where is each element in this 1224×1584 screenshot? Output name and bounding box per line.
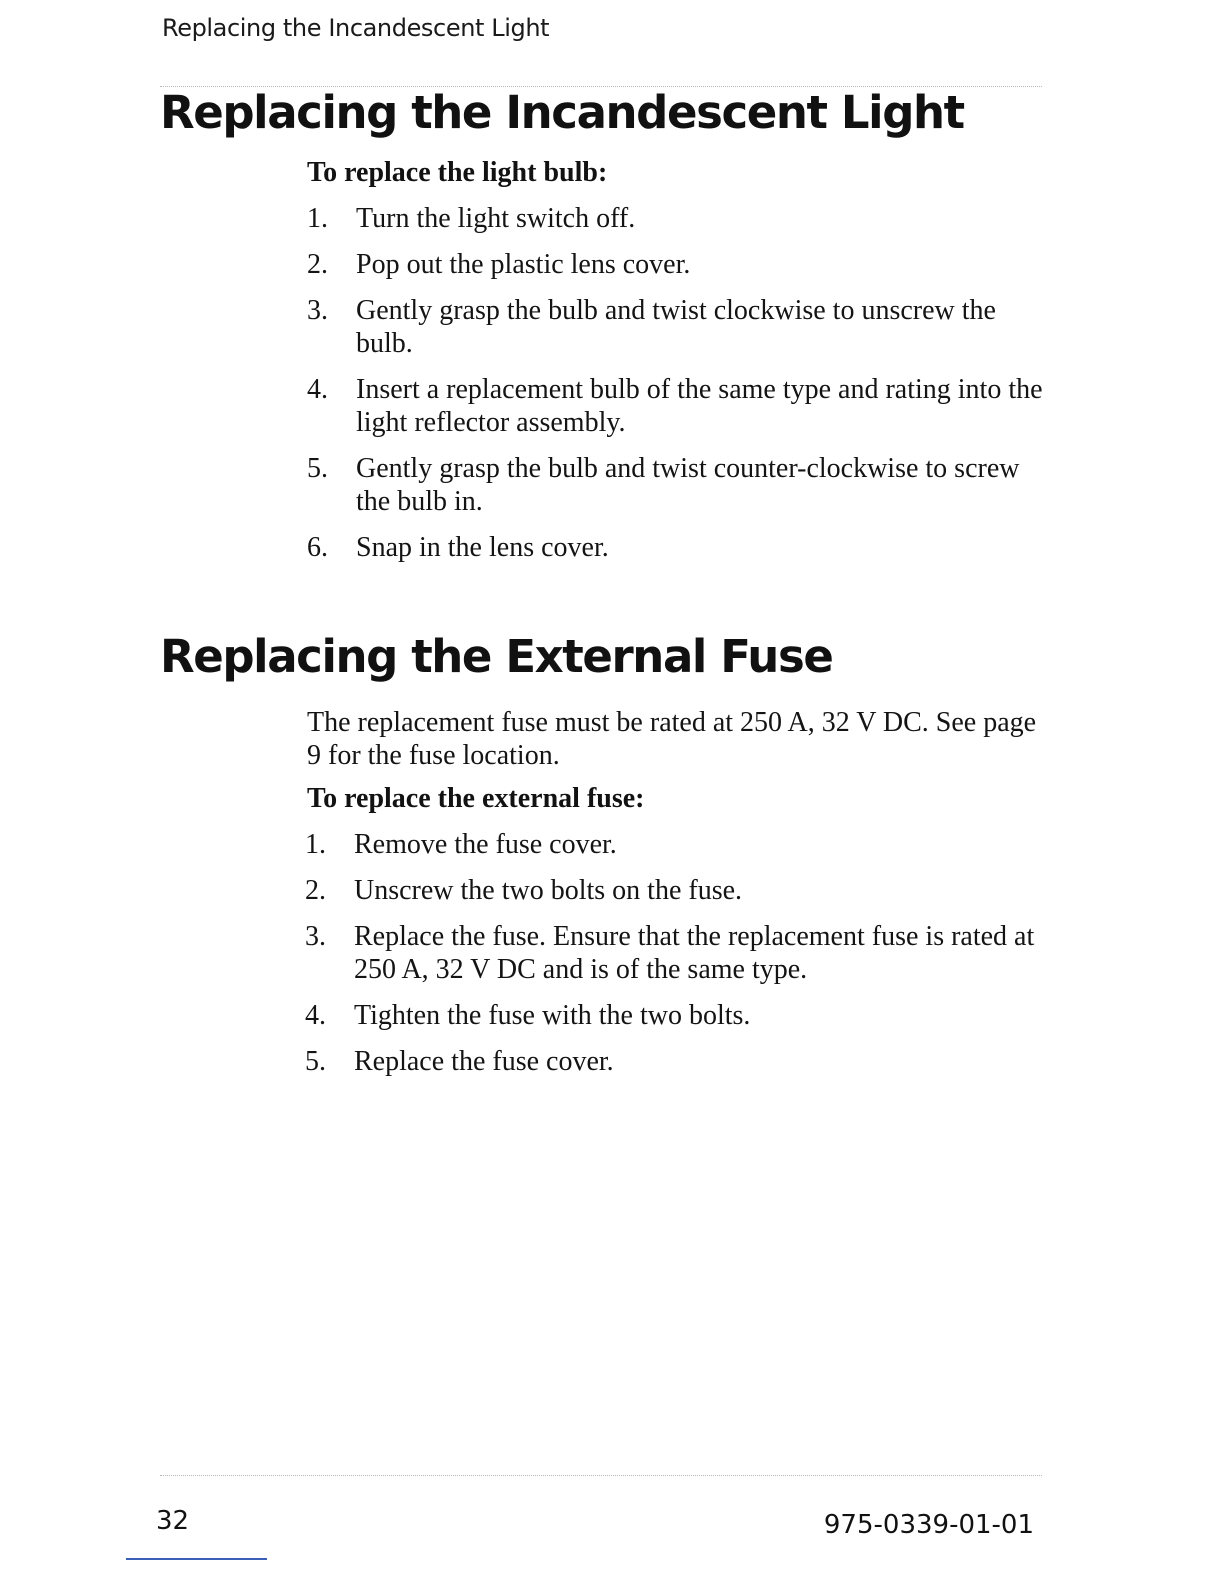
step-number: 2. (307, 249, 328, 280)
step-text: Turn the light switch off. (356, 203, 636, 234)
list-item (307, 373, 1047, 439)
running-header: Replacing the Incandescent Light (162, 14, 550, 42)
step-text: Unscrew the two bolts on the fuse. (354, 875, 743, 906)
external-fuse-steps (305, 828, 1045, 1091)
step-text: Tighten the fuse with the two bolts. (354, 1000, 751, 1031)
light-bulb-steps (307, 202, 1047, 577)
section-title-external-fuse: Replacing the External Fuse (160, 630, 833, 683)
procedure-heading-light-bulb: To replace the light bulb: (307, 157, 608, 188)
list-item (305, 828, 1045, 861)
step-number: 5. (307, 453, 328, 484)
document-number: 975-0339-01-01 (823, 1510, 1034, 1540)
list-item (305, 999, 1045, 1032)
list-item (305, 920, 1045, 986)
step-number: 1. (305, 829, 326, 860)
procedure-heading-external-fuse: To replace the external fuse: (307, 783, 645, 814)
step-text: Gently grasp the bulb and twist counter-clockwise to screw the bulb in. (356, 453, 1020, 517)
list-item (307, 294, 1047, 360)
list-item (305, 874, 1045, 907)
step-number: 3. (307, 295, 328, 326)
footer-rule (160, 1475, 1042, 1476)
step-number: 6. (307, 532, 328, 563)
step-number: 5. (305, 1046, 326, 1077)
step-text: Replace the fuse. Ensure that the replacement fuse is rated at 250 A, 32 V DC and is of the same type. (354, 921, 1035, 985)
step-text: Insert a replacement bulb of the same type and rating into the light reflector assembly. (356, 374, 1043, 438)
step-number: 2. (305, 875, 326, 906)
step-text: Replace the fuse cover. (354, 1046, 614, 1077)
page-number: 32 (156, 1506, 190, 1536)
step-text: Gently grasp the bulb and twist clockwise to unscrew the bulb. (356, 295, 996, 359)
step-number: 3. (305, 921, 326, 952)
step-number: 4. (305, 1000, 326, 1031)
list-item (307, 531, 1047, 564)
step-text: Snap in the lens cover. (356, 532, 609, 563)
list-item (307, 202, 1047, 235)
step-number: 4. (307, 374, 328, 405)
footer-accent-line (126, 1558, 267, 1560)
fuse-rating-paragraph: The replacement fuse must be rated at 250 A, 32 V DC. See page 9 for the fuse location. (307, 707, 1037, 771)
section-title-incandescent-light: Replacing the Incandescent Light (160, 86, 964, 139)
step-number: 1. (307, 203, 328, 234)
list-item (305, 1045, 1045, 1078)
step-text: Remove the fuse cover. (354, 829, 617, 860)
list-item (307, 248, 1047, 281)
list-item (307, 452, 1047, 518)
step-text: Pop out the plastic lens cover. (356, 249, 691, 280)
